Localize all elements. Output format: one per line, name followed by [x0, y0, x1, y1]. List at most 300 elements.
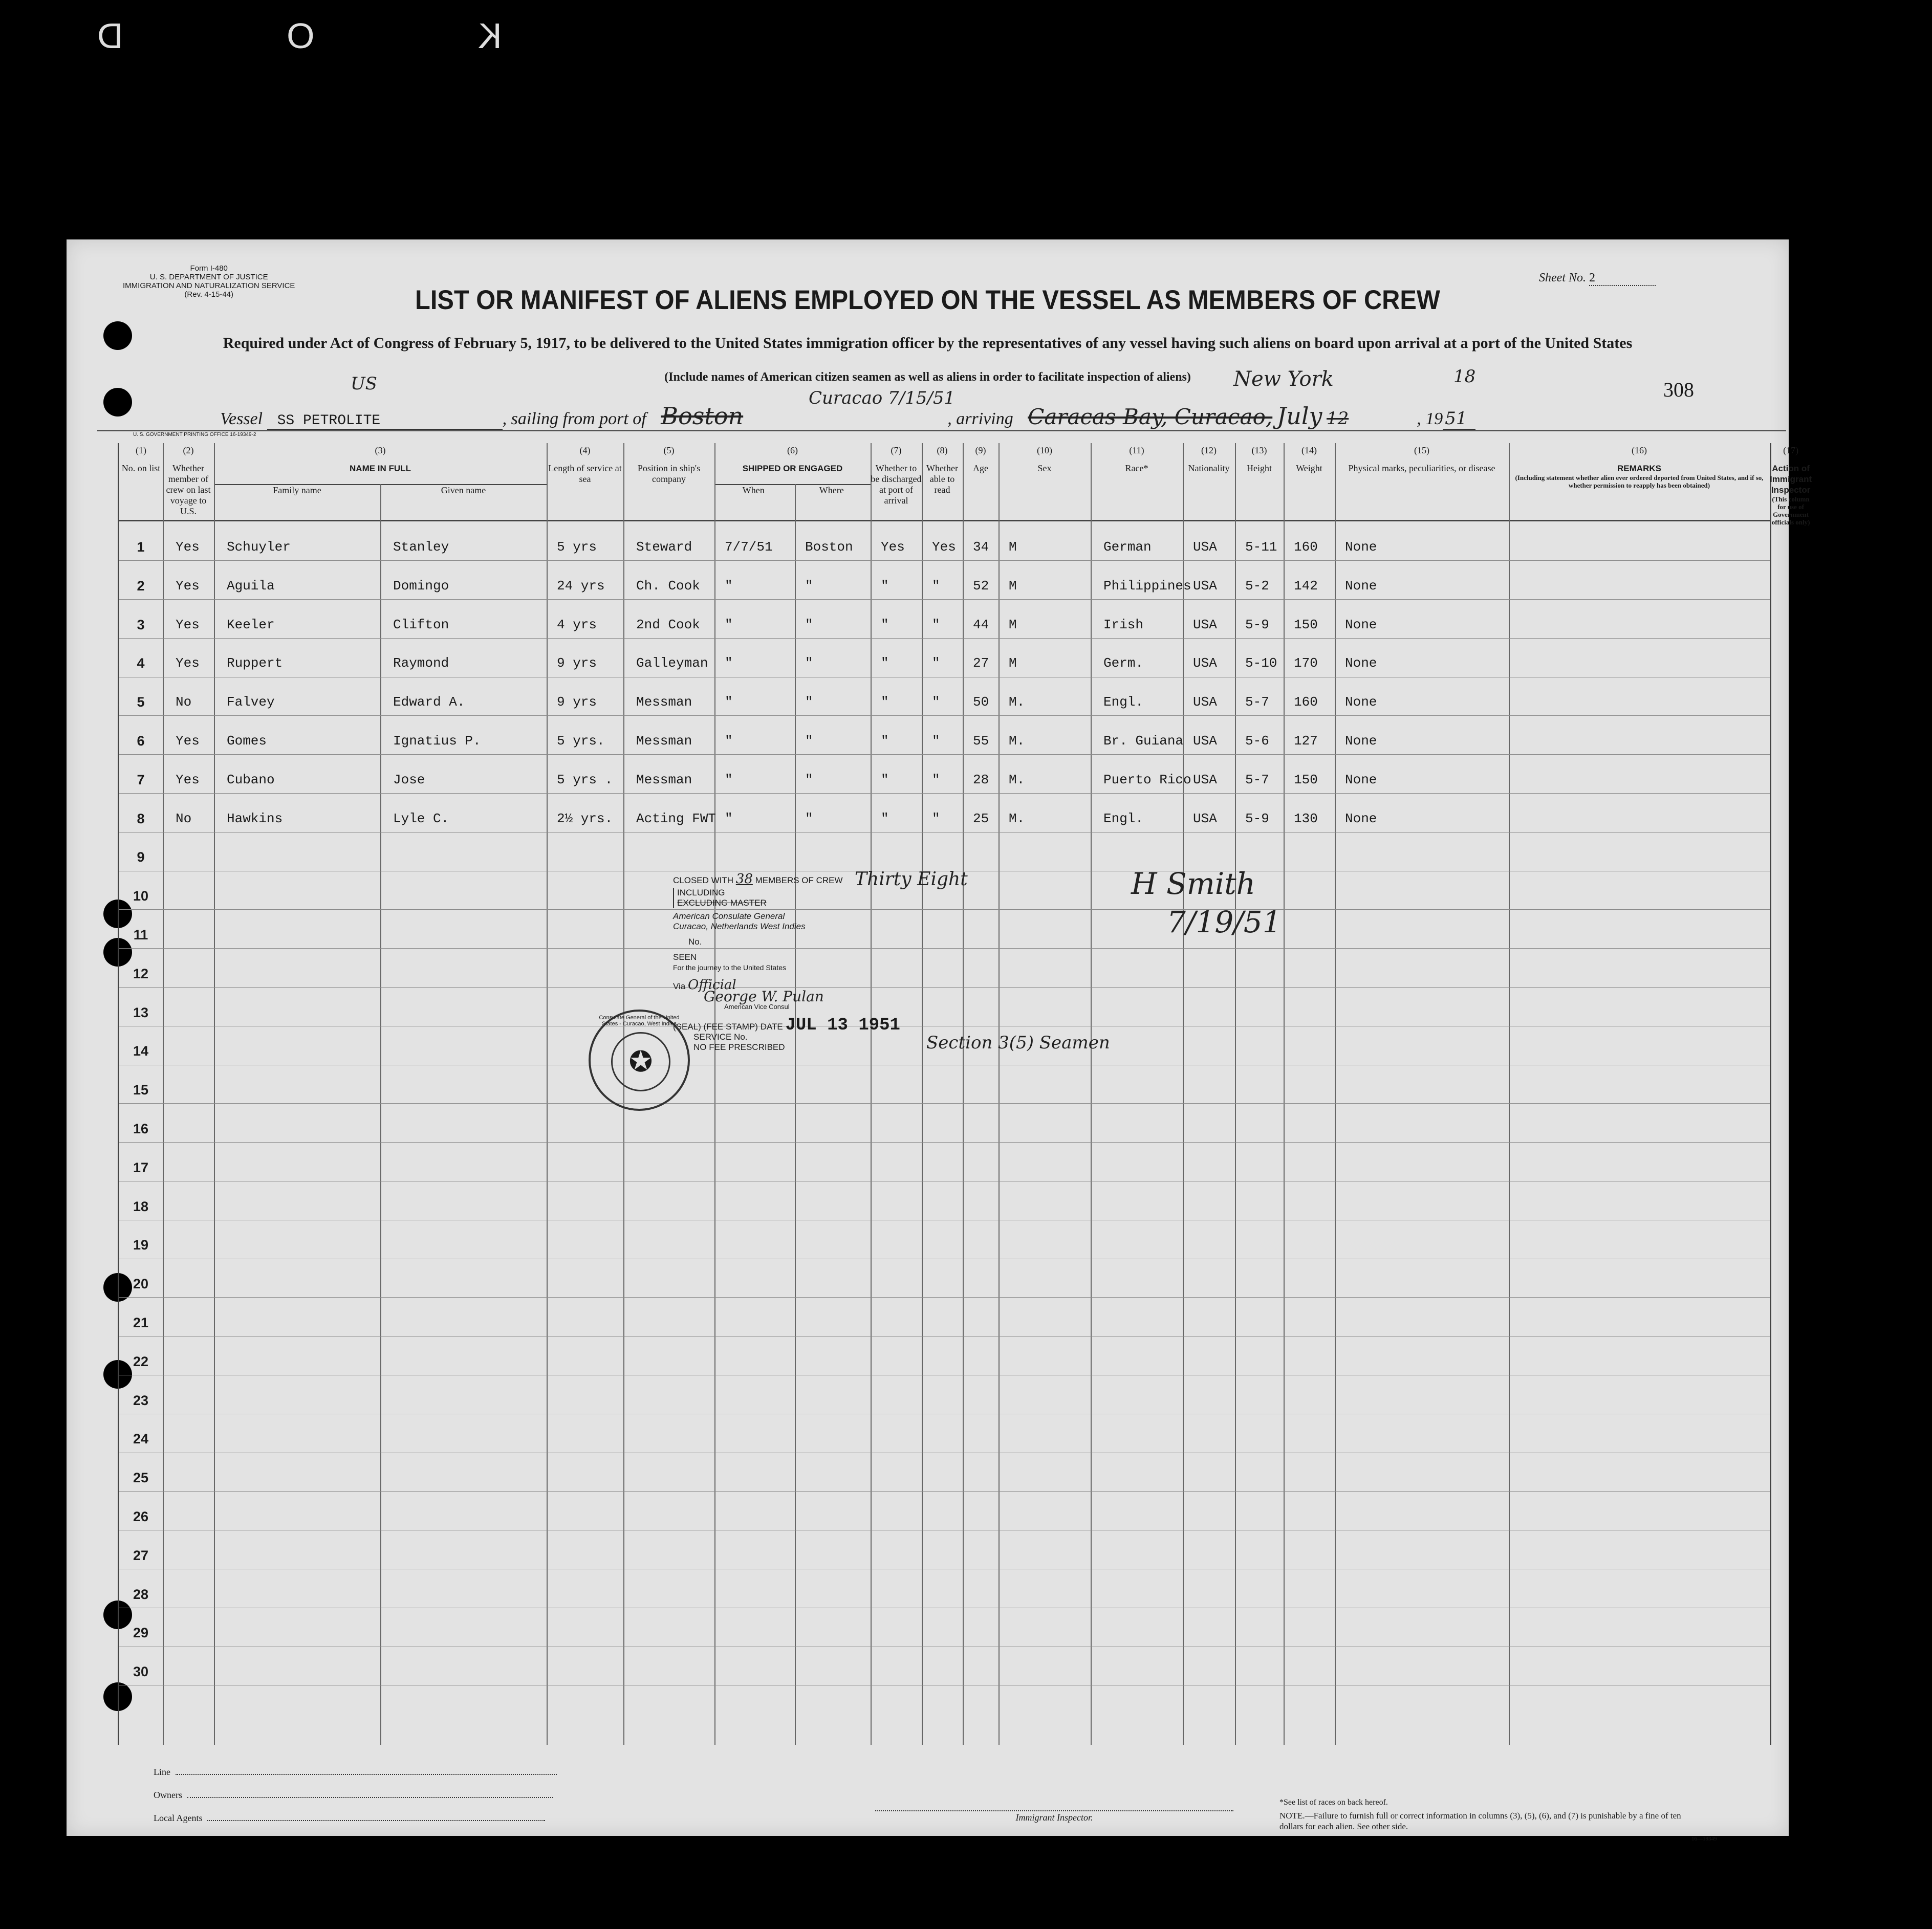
page-number: 308	[1663, 378, 1694, 401]
form-id: Form I-480	[190, 264, 228, 273]
table-cell-marks: None	[1345, 578, 1377, 594]
via-label: Via	[673, 981, 686, 991]
printer-mark: U. S. GOVERNMENT PRINTING OFFICE 16-19349-2	[133, 432, 256, 437]
table-cell-position: Ch. Cook	[636, 578, 700, 594]
table-cell-age: 52	[973, 578, 989, 594]
table-cell-service: 2½ yrs.	[557, 810, 613, 826]
table-cell-nationality: USA	[1193, 617, 1217, 632]
table-cell-where: "	[805, 694, 813, 710]
column-number: (15)	[1414, 445, 1429, 455]
row-number: 24	[133, 1431, 149, 1447]
table-cell-age: 55	[973, 733, 989, 749]
row-number: 4	[137, 655, 145, 671]
form-code: 16—19349	[1691, 1836, 1717, 1842]
table-cell-race: Engl.	[1103, 810, 1144, 826]
sheet-number	[1539, 271, 1656, 286]
row-number: 20	[133, 1276, 149, 1292]
column-header	[1091, 445, 1183, 474]
column-label: Physical marks, peculiarities, or disease	[1348, 463, 1495, 473]
seal-label: (SEAL)	[673, 1022, 701, 1032]
table-cell-marks: None	[1345, 772, 1377, 787]
table-cell-nationality: USA	[1193, 655, 1217, 671]
form-subtitle: Required under Act of Congress of February 5, 1917, to be delivered to the United States immigration officer by the representatives of any vessel having such aliens on board upon arrival at a port of the United States	[223, 335, 1633, 352]
column-number: (16)	[1632, 445, 1647, 455]
column-label: Weight	[1296, 463, 1322, 473]
table-cell-position: Acting FWT	[636, 810, 717, 826]
seen-label: SEEN	[673, 952, 697, 962]
table-cell-race: Philippines	[1103, 578, 1191, 594]
no-fee-label: NO FEE PRESCRIBED	[693, 1042, 785, 1052]
table-cell-age: 25	[973, 810, 989, 826]
table-cell-service: 5 yrs	[557, 539, 597, 555]
stamp-no-label: No.	[688, 937, 702, 947]
header-bottom-rule	[119, 520, 1770, 521]
table-cell-read: "	[932, 694, 940, 710]
table-cell-race: Br. Guiana	[1103, 733, 1184, 749]
table-cell-weight: 127	[1294, 733, 1318, 749]
row-rule	[119, 638, 1770, 639]
table-cell-read: "	[932, 578, 940, 594]
column-number: (9)	[975, 445, 986, 455]
column-header	[871, 445, 922, 506]
column-number: (11)	[1129, 445, 1144, 455]
table-cell-discharge: "	[881, 772, 889, 787]
sheet-value: 2	[1589, 271, 1656, 286]
column-number: (3)	[375, 445, 386, 455]
row-number: 18	[133, 1198, 149, 1214]
table-cell-service: 9 yrs	[557, 694, 597, 710]
column-header	[119, 445, 163, 474]
table-cell-family: Hawkins	[227, 810, 283, 826]
arrival-month: July	[1276, 402, 1322, 430]
column-number: (2)	[183, 445, 194, 455]
table-cell-given: Lyle C.	[393, 810, 449, 826]
column-label: NAME IN FULL	[350, 464, 411, 473]
table-cell-sex: M	[1009, 578, 1017, 594]
table-cell-family: Ruppert	[227, 655, 283, 671]
column-header	[1235, 445, 1284, 474]
column-number: (14)	[1301, 445, 1317, 455]
column-label: Position in ship's company	[637, 463, 701, 484]
column-number: (12)	[1201, 445, 1217, 455]
table-cell-discharge: "	[881, 694, 889, 710]
table-cell-position: Messman	[636, 733, 692, 749]
table-cell-race: Germ.	[1103, 655, 1144, 671]
table-cell-given: Ignatius P.	[393, 733, 481, 749]
sailing-port-struck: Boston	[661, 402, 744, 430]
column-label: Whether to be discharged at port of arrival	[871, 463, 922, 506]
column-header	[163, 445, 214, 517]
table-cell-age: 44	[973, 617, 989, 632]
table-cell-race: Puerto Rico	[1103, 772, 1191, 787]
column-label: Whether member of crew on last voyage to U.S.	[166, 463, 211, 516]
table-cell-when: "	[725, 810, 733, 826]
table-cell-where: Boston	[805, 539, 853, 555]
column-subheader: (This column for use of Government officials only)	[1771, 495, 1810, 526]
official-handwritten: Official	[688, 977, 736, 993]
column-label: Race*	[1125, 463, 1148, 473]
table-cell-marks: None	[1345, 539, 1377, 555]
sailing-label: , sailing from port of	[502, 409, 646, 428]
table-cell-family: Cubano	[227, 772, 275, 787]
table-cell-race: Engl.	[1103, 694, 1144, 710]
table-cell-read: "	[932, 810, 940, 826]
sheet-label: Sheet No.	[1539, 271, 1586, 284]
row-number: 25	[133, 1470, 149, 1486]
table-cell-when: "	[725, 694, 733, 710]
row-number: 13	[133, 1004, 149, 1020]
row-rule	[119, 1142, 1770, 1143]
excluding-label: EXCLUDING MASTER	[677, 898, 767, 908]
table-cell-discharge: "	[881, 733, 889, 749]
row-number: 11	[133, 927, 148, 942]
table-cell-race: Irish	[1103, 617, 1144, 632]
table-cell-when: "	[725, 655, 733, 671]
table-cell-age: 28	[973, 772, 989, 787]
table-cell-nationality: USA	[1193, 539, 1217, 555]
row-number: 9	[137, 849, 145, 865]
column-label: Whether able to read	[926, 463, 958, 495]
table-cell-last-voyage: No	[176, 694, 192, 710]
row-number: 7	[137, 772, 145, 787]
including-label: INCLUDING	[677, 888, 725, 897]
row-rule	[119, 948, 1770, 949]
table-cell-height: 5-10	[1245, 655, 1277, 671]
table-cell-where: "	[805, 617, 813, 632]
column-subheader: Family name	[273, 485, 321, 495]
row-rule	[119, 909, 1770, 910]
table-cell-height: 5-7	[1245, 694, 1269, 710]
table-cell-sex: M	[1009, 617, 1017, 632]
arriving-handwritten: New York	[1233, 367, 1334, 391]
table-cell-given: Domingo	[393, 578, 449, 594]
footer-line	[154, 1767, 557, 1778]
table-cell-service: 24 yrs	[557, 578, 605, 594]
column-header	[1284, 445, 1335, 474]
column-number: (4)	[579, 445, 591, 455]
table-cell-position: Steward	[636, 539, 692, 555]
table-cell-last-voyage: Yes	[176, 655, 200, 671]
vessel-prefix: US	[351, 374, 377, 394]
table-cell-family: Schuyler	[227, 539, 291, 555]
table-cell-service: 9 yrs	[557, 655, 597, 671]
column-subheader: When	[742, 485, 765, 495]
table-cell-discharge: "	[881, 578, 889, 594]
table-cell-race: German	[1103, 539, 1152, 555]
table-cell-discharge: "	[881, 810, 889, 826]
vice-consul-signature: George W. Pulan	[704, 988, 824, 1005]
row-number: 28	[133, 1586, 149, 1602]
table-cell-nationality: USA	[1193, 733, 1217, 749]
voyage-line	[220, 402, 1475, 431]
table-cell-given: Edward A.	[393, 694, 465, 710]
row-rule	[119, 715, 1770, 716]
inspector-line: Immigrant Inspector.	[875, 1810, 1233, 1823]
table-cell-read: "	[932, 733, 940, 749]
table-cell-read: Yes	[932, 539, 956, 555]
footer-agents	[154, 1813, 545, 1824]
punch-hole	[103, 388, 132, 417]
table-cell-weight: 150	[1294, 772, 1318, 787]
column-header	[922, 445, 963, 495]
column-label: SHIPPED OR ENGAGED	[742, 464, 843, 473]
fee-stamp-label: (FEE STAMP)	[703, 1022, 758, 1032]
header-rule	[97, 430, 1786, 431]
table-cell-given: Raymond	[393, 655, 449, 671]
table-cell-service: 5 yrs .	[557, 772, 613, 787]
table-cell-given: Clifton	[393, 617, 449, 632]
table-cell-discharge: "	[881, 655, 889, 671]
column-header	[998, 445, 1091, 474]
crew-count-words: Thirty Eight	[855, 869, 968, 890]
table-cell-read: "	[932, 655, 940, 671]
table-cell-marks: None	[1345, 655, 1377, 671]
column-number: (17)	[1783, 445, 1799, 455]
row-number: 26	[133, 1509, 149, 1524]
row-number: 27	[133, 1547, 149, 1563]
table-cell-weight: 130	[1294, 810, 1318, 826]
row-number: 19	[133, 1237, 149, 1253]
row-number: 14	[133, 1043, 149, 1059]
year-prefix: , 19	[1417, 409, 1443, 428]
column-header	[214, 445, 547, 496]
table-cell-when: "	[725, 733, 733, 749]
table-cell-position: Messman	[636, 694, 692, 710]
column-label: REMARKS	[1617, 464, 1661, 473]
closed-with-label: CLOSED WITH	[673, 875, 734, 885]
column-label: No. on list	[121, 463, 161, 473]
column-label: Nationality	[1188, 463, 1230, 473]
vessel-name: SS PETROLITE	[267, 413, 503, 430]
row-number: 8	[137, 810, 145, 826]
table-cell-weight: 170	[1294, 655, 1318, 671]
column-subheader: (Including statement whether alien ever ordered deported from United States, and if so, whether permission to reapply has been obtained)	[1515, 474, 1764, 489]
seal-text: Consulate General of the United States - Curacao, West Indies	[599, 1015, 680, 1027]
consulate-seal	[589, 1010, 690, 1111]
table-cell-discharge: Yes	[881, 539, 905, 555]
row-rule	[119, 1103, 1770, 1104]
column-number: (1)	[136, 445, 146, 455]
column-label: Length of service at sea	[548, 463, 622, 484]
service: IMMIGRATION AND NATURALIZATION SERVICE	[123, 281, 295, 290]
consulate-name: American Consulate General	[673, 911, 785, 921]
table-cell-where: "	[805, 655, 813, 671]
table-cell-last-voyage: Yes	[176, 733, 200, 749]
column-divider	[795, 484, 796, 1745]
table-cell-last-voyage: No	[176, 810, 192, 826]
inspector-signature: H Smith	[1131, 866, 1255, 901]
eagle-emblem-icon: ✪	[611, 1032, 670, 1091]
table-cell-height: 5-7	[1245, 772, 1269, 787]
row-number: 10	[133, 888, 149, 904]
table-cell-when: 7/7/51	[725, 539, 773, 555]
arriving-struck: Caracas Bay, Curacao,	[1028, 404, 1273, 429]
table-cell-sex: M.	[1009, 772, 1025, 787]
table-cell-height: 5-9	[1245, 810, 1269, 826]
closing-stamp	[673, 871, 900, 1053]
column-header	[963, 445, 998, 474]
table-cell-family: Keeler	[227, 617, 275, 632]
row-number: 30	[133, 1664, 149, 1680]
column-label: Action of Immigrant Inspector	[1770, 464, 1812, 495]
row-number: 21	[133, 1315, 149, 1330]
row-rule	[119, 1297, 1770, 1298]
column-header	[1770, 445, 1812, 526]
row-number: 15	[133, 1082, 149, 1098]
row-rule	[119, 987, 1770, 988]
table-cell-age: 34	[973, 539, 989, 555]
footer-owners	[154, 1790, 553, 1801]
table-cell-sex: M	[1009, 539, 1017, 555]
table-cell-height: 5-11	[1245, 539, 1277, 555]
table-cell-marks: None	[1345, 810, 1377, 826]
row-rule	[119, 754, 1770, 755]
column-header	[623, 445, 714, 485]
column-subheader: Given name	[441, 485, 486, 495]
column-label: Height	[1247, 463, 1272, 473]
column-number: (8)	[937, 445, 948, 455]
table-cell-last-voyage: Yes	[176, 772, 200, 787]
table-cell-age: 50	[973, 694, 989, 710]
table-cell-sex: M.	[1009, 694, 1025, 710]
column-header	[547, 445, 623, 485]
column-subheader: Where	[819, 485, 844, 495]
row-number: 17	[133, 1159, 149, 1175]
stamp-date: JUL 13 1951	[785, 1016, 900, 1035]
page-title: LIST OR MANIFEST OF ALIENS EMPLOYED ON THE VESSEL AS MEMBERS OF CREW	[415, 285, 1440, 315]
row-rule	[119, 599, 1770, 600]
table-cell-weight: 150	[1294, 617, 1318, 632]
consulate-location: Curacao, Netherlands West Indies	[673, 922, 806, 931]
crew-table	[118, 443, 1812, 1745]
table-cell-marks: None	[1345, 733, 1377, 749]
row-rule	[119, 793, 1770, 794]
table-cell-age: 27	[973, 655, 989, 671]
table-cell-sex: M.	[1009, 733, 1025, 749]
table-cell-position: 2nd Cook	[636, 617, 700, 632]
table-cell-nationality: USA	[1193, 810, 1217, 826]
department: U. S. DEPARTMENT OF JUSTICE	[149, 273, 268, 281]
table-cell-read: "	[932, 772, 940, 787]
column-header	[1335, 445, 1509, 474]
column-number: (5)	[663, 445, 675, 455]
table-cell-sex: M	[1009, 655, 1017, 671]
column-divider	[380, 484, 381, 1745]
revision: (Rev. 4-15-44)	[184, 290, 234, 299]
table-cell-nationality: USA	[1193, 694, 1217, 710]
table-cell-marks: None	[1345, 617, 1377, 632]
column-header	[1183, 445, 1235, 474]
table-cell-discharge: "	[881, 617, 889, 632]
vessel-label: Vessel	[220, 409, 263, 428]
column-number: (7)	[891, 445, 902, 455]
row-number: 16	[133, 1121, 149, 1136]
table-cell-where: "	[805, 810, 813, 826]
table-cell-given: Stanley	[393, 539, 449, 555]
crew-count: 38	[735, 871, 753, 887]
row-number: 5	[137, 694, 145, 710]
table-cell-read: "	[932, 617, 940, 632]
table-cell-height: 5-9	[1245, 617, 1269, 632]
table-cell-last-voyage: Yes	[176, 578, 200, 594]
table-cell-where: "	[805, 578, 813, 594]
row-number: 6	[137, 733, 145, 749]
table-cell-sex: M.	[1009, 810, 1025, 826]
film-corner-marks: K O D	[20, 16, 502, 56]
table-cell-where: "	[805, 772, 813, 787]
column-header	[1509, 445, 1770, 489]
table-cell-family: Aguila	[227, 578, 275, 594]
table-cell-weight: 160	[1294, 539, 1318, 555]
table-cell-family: Gomes	[227, 733, 267, 749]
column-number: (13)	[1251, 445, 1267, 455]
row-number: 23	[133, 1392, 149, 1408]
members-label: MEMBERS OF CREW	[755, 875, 843, 885]
table-cell-position: Messman	[636, 772, 692, 787]
row-number: 22	[133, 1353, 149, 1369]
agents-label: Local Agents	[154, 1813, 203, 1823]
year: 51	[1445, 408, 1467, 429]
race-note: *See list of races on back hereof.	[1279, 1798, 1388, 1807]
arrival-day: 18	[1453, 366, 1476, 387]
table-cell-service: 4 yrs	[557, 617, 597, 632]
table-cell-service: 5 yrs.	[557, 733, 605, 749]
penalty-note: NOTE.—Failure to furnish full or correct information in columns (3), (5), (6), and (7) is punishable by a fine of ten dollars for each alien. See other side.	[1279, 1811, 1681, 1831]
line-label: Line	[154, 1767, 170, 1777]
table-cell-marks: None	[1345, 694, 1377, 710]
section-note: Section 3(5) Seamen	[926, 1033, 1110, 1053]
table-cell-when: "	[725, 772, 733, 787]
table-cell-when: "	[725, 578, 733, 594]
arrival-day-struck: 12	[1327, 408, 1349, 429]
table-cell-family: Falvey	[227, 694, 275, 710]
table-cell-given: Jose	[393, 772, 425, 787]
table-cell-nationality: USA	[1193, 578, 1217, 594]
row-rule	[119, 560, 1770, 561]
column-number: (10)	[1037, 445, 1052, 455]
table-cell-position: Galleyman	[636, 655, 708, 671]
row-number: 1	[137, 539, 145, 555]
column-label: Age	[973, 463, 988, 473]
arriving-label: , arriving	[947, 409, 1013, 428]
table-cell-when: "	[725, 617, 733, 632]
row-number: 3	[137, 617, 145, 632]
row-number: 2	[137, 578, 145, 594]
table-cell-weight: 160	[1294, 694, 1318, 710]
row-number: 12	[133, 966, 149, 981]
table-cell-height: 5-2	[1245, 578, 1269, 594]
column-label: Sex	[1037, 463, 1052, 473]
column-header	[714, 445, 871, 496]
table-cell-last-voyage: Yes	[176, 539, 200, 555]
journey-label: For the journey to the United States	[673, 963, 787, 972]
inspector-date: 7/19/51	[1167, 905, 1282, 939]
date-label: DATE	[760, 1022, 783, 1032]
owners-label: Owners	[154, 1790, 182, 1800]
table-cell-where: "	[805, 733, 813, 749]
table-cell-height: 5-6	[1245, 733, 1269, 749]
sailing-port-handwritten: Curacao 7/15/51	[809, 388, 956, 408]
include-note: (Include names of American citizen seamen as well as aliens in order to facilitate inspection of aliens)	[664, 370, 1191, 384]
service-no-label: SERVICE No.	[693, 1032, 748, 1042]
vice-consul-label: American Vice Consul	[724, 1003, 790, 1011]
column-number: (6)	[787, 445, 798, 455]
manifest-sheet	[67, 239, 1812, 1842]
row-number: 29	[133, 1625, 149, 1641]
table-cell-weight: 142	[1294, 578, 1318, 594]
table-cell-last-voyage: Yes	[176, 617, 200, 632]
table-cell-nationality: USA	[1193, 772, 1217, 787]
